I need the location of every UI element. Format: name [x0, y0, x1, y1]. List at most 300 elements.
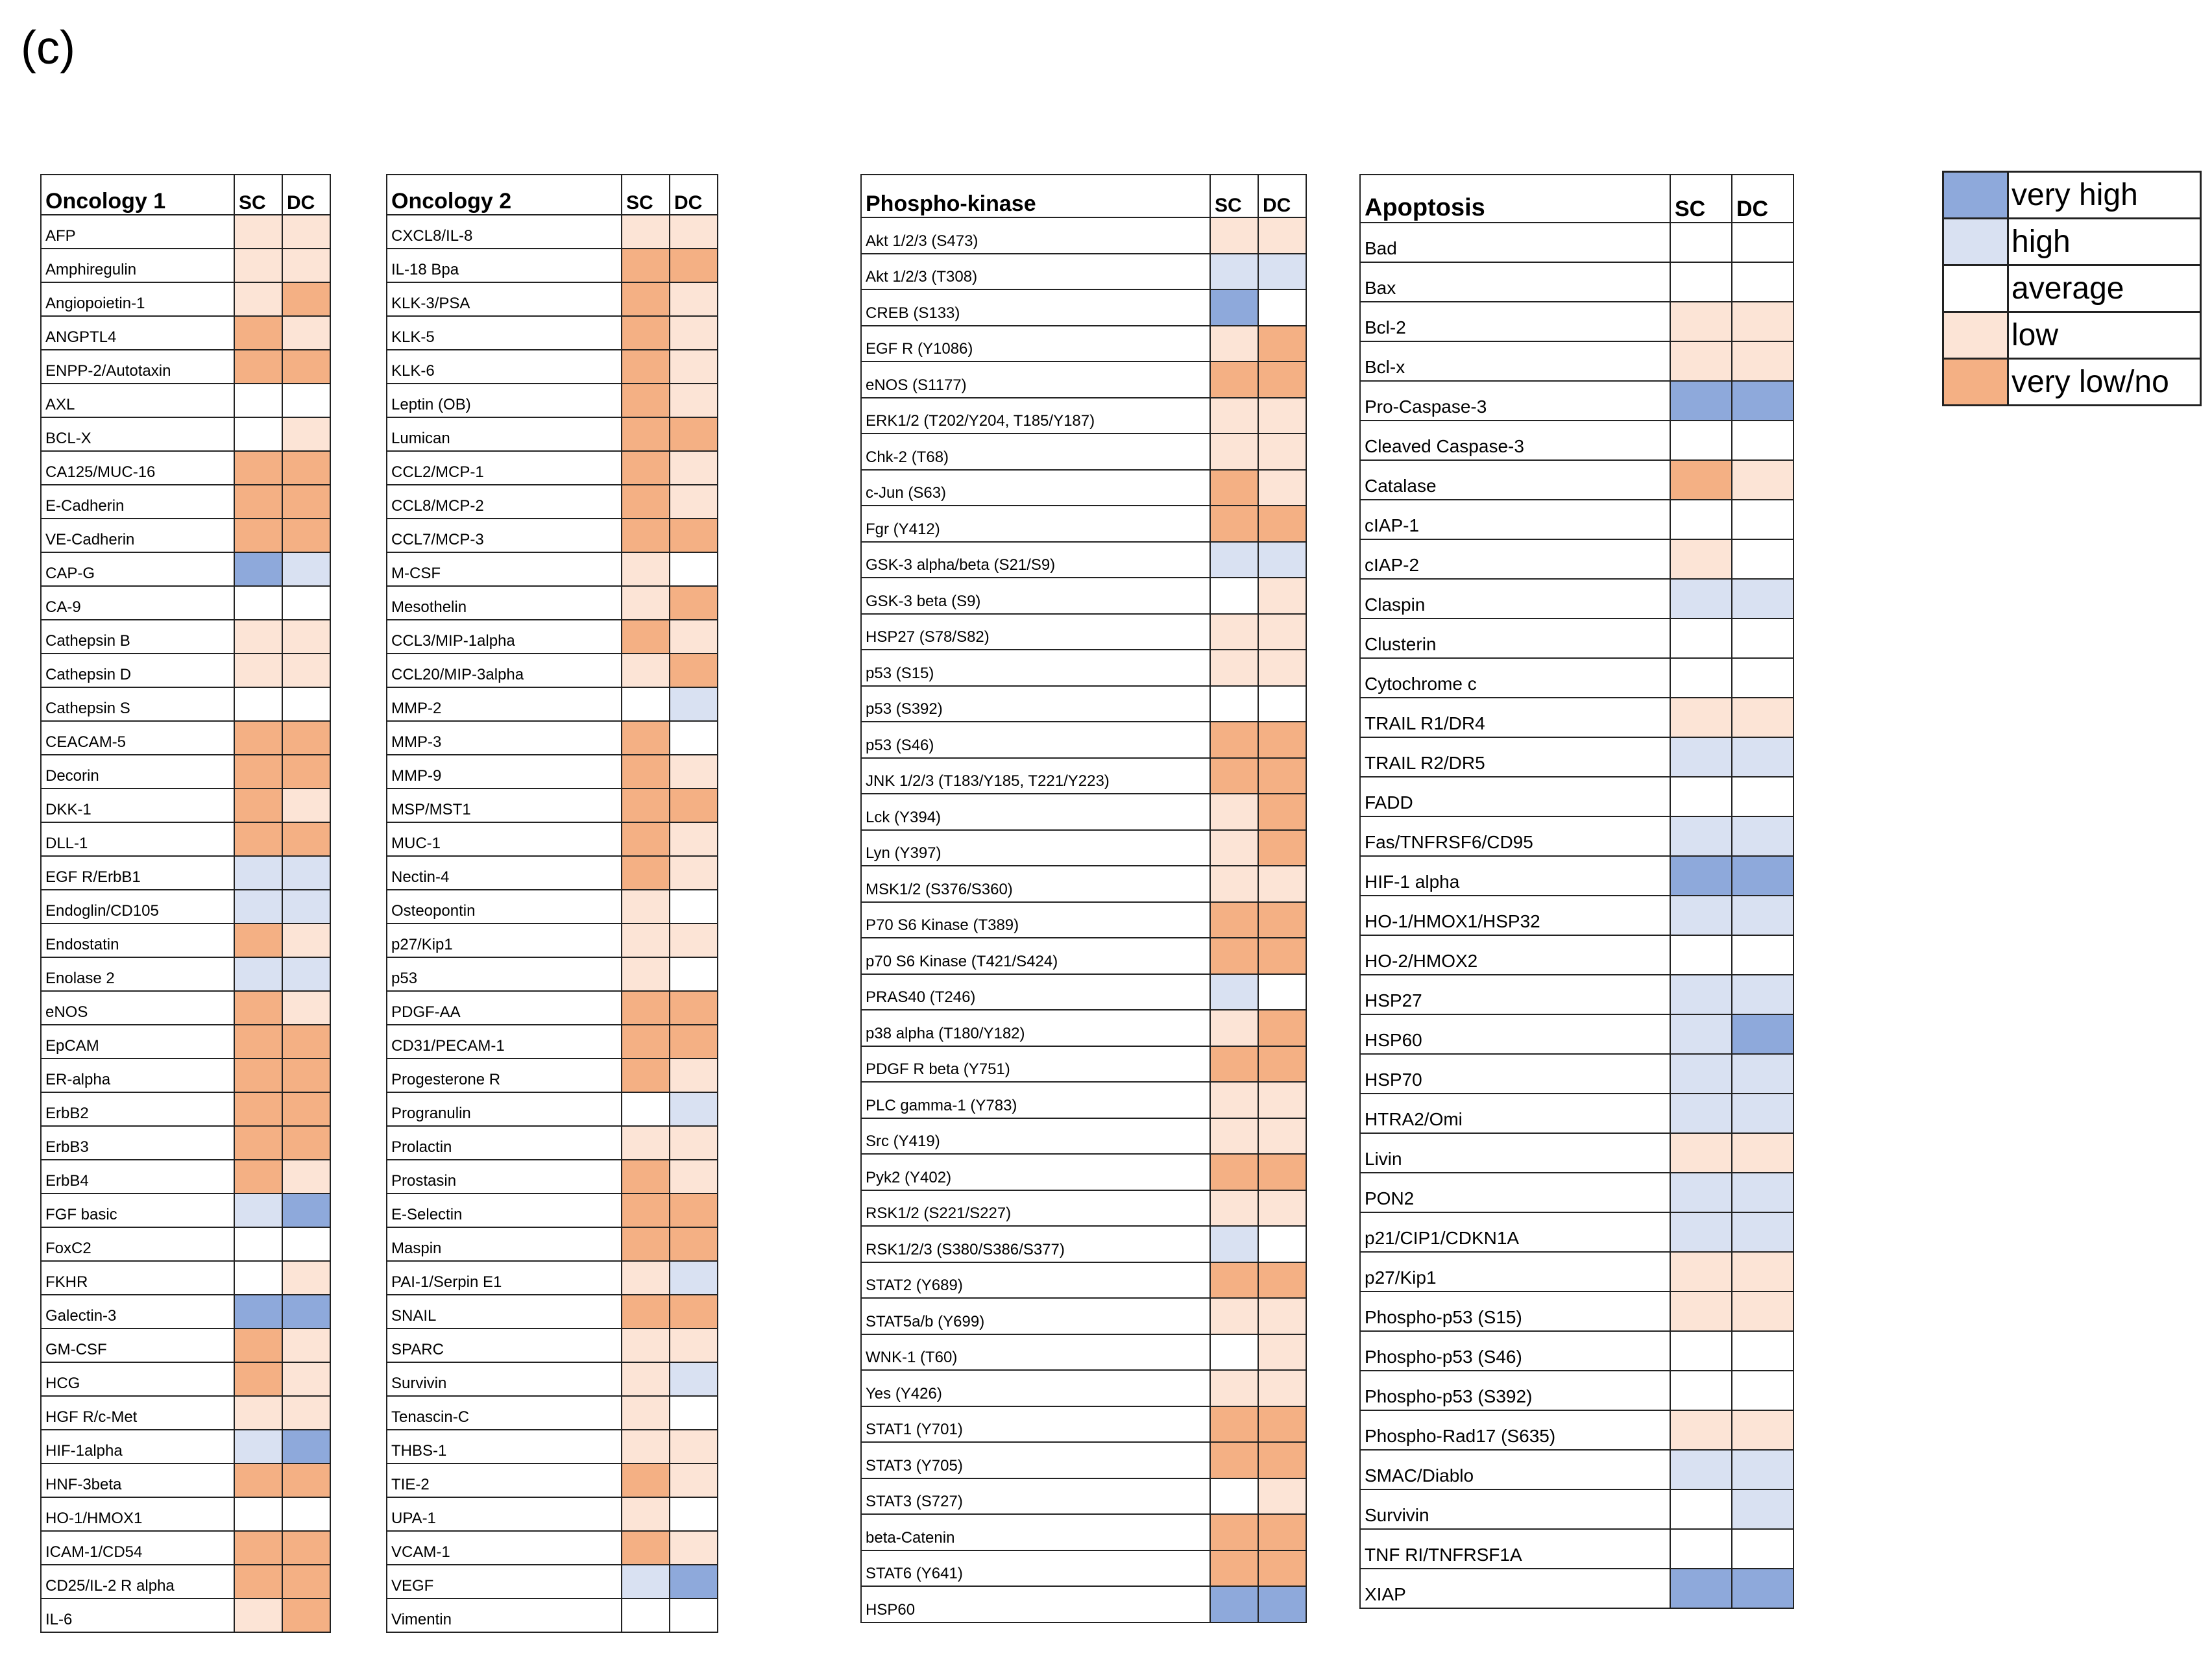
table-row	[387, 890, 718, 924]
row-label: JNK 1/2/3 (T183/Y185, T221/Y223)	[861, 758, 1210, 794]
heatmap-cell-sc	[1210, 1334, 1258, 1371]
row-label: Akt 1/2/3 (T308)	[861, 254, 1210, 290]
heatmap-cell-dc	[670, 316, 718, 350]
row-label: IL-6	[41, 1598, 234, 1632]
table-row	[1360, 1569, 1793, 1608]
row-label: Prostasin	[387, 1160, 622, 1194]
heatmap-cell-dc	[670, 1160, 718, 1194]
heatmap-cell-dc	[282, 1430, 330, 1463]
heatmap-cell-sc	[622, 1092, 670, 1126]
heatmap-cell-sc	[622, 924, 670, 957]
heatmap-cell-dc	[1732, 1094, 1793, 1133]
heatmap-cell-sc	[622, 654, 670, 687]
heatmap-cell-sc	[1210, 650, 1258, 686]
table-row	[861, 1406, 1306, 1443]
row-label: EGF R (Y1086)	[861, 326, 1210, 362]
row-label: FADD	[1360, 777, 1670, 816]
heatmap-cell-sc	[622, 721, 670, 755]
heatmap-cell-sc	[1210, 1262, 1258, 1299]
row-label: Catalase	[1360, 460, 1670, 500]
heatmap-cell-dc	[670, 890, 718, 924]
table-row	[1360, 1212, 1793, 1252]
legend-swatch	[1943, 312, 2008, 359]
heatmap-cell-dc	[1258, 1442, 1306, 1478]
heatmap-cell-sc	[234, 856, 282, 890]
row-label: SPARC	[387, 1329, 622, 1362]
heatmap-cell-sc	[234, 519, 282, 552]
heatmap-cell-sc	[234, 1092, 282, 1126]
row-label: ErbB2	[41, 1092, 234, 1126]
table-row	[387, 215, 718, 249]
heatmap-cell-sc	[234, 1025, 282, 1059]
table-row	[41, 249, 330, 282]
heatmap-cell-dc	[1732, 1054, 1793, 1094]
heatmap-cell-dc	[1732, 421, 1793, 460]
row-label: TRAIL R1/DR4	[1360, 698, 1670, 737]
row-label: DLL-1	[41, 822, 234, 856]
table-row	[861, 650, 1306, 686]
heatmap-cell-sc	[234, 1160, 282, 1194]
table-row	[861, 902, 1306, 938]
table-row	[387, 924, 718, 957]
column-header-dc: DC	[1732, 175, 1793, 223]
legend-swatch	[1943, 172, 2008, 219]
table-row	[1360, 381, 1793, 421]
table-row	[1360, 1133, 1793, 1173]
heatmap-cell-sc	[1670, 618, 1732, 658]
heatmap-cell-dc	[1732, 816, 1793, 856]
table-row	[41, 451, 330, 485]
table-row	[861, 974, 1306, 1010]
table-row	[1360, 223, 1793, 262]
table-row	[861, 722, 1306, 758]
heatmap-cell-sc	[622, 1565, 670, 1598]
heatmap-cell-sc	[1210, 578, 1258, 614]
row-label: KLK-6	[387, 350, 622, 384]
legend-label: low	[2008, 312, 2201, 359]
table-row	[41, 1497, 330, 1531]
heatmap-cell-dc	[282, 1362, 330, 1396]
row-label: Pro-Caspase-3	[1360, 381, 1670, 421]
heatmap-cell-dc	[670, 620, 718, 654]
table-row	[387, 620, 718, 654]
legend-item	[1943, 265, 2201, 312]
table-row	[387, 1059, 718, 1092]
heatmap-cell-sc	[1670, 935, 1732, 975]
row-label: CEACAM-5	[41, 721, 234, 755]
table-row	[1360, 579, 1793, 618]
table-row	[387, 1362, 718, 1396]
table-row	[1360, 1054, 1793, 1094]
heatmap-cell-dc	[670, 1598, 718, 1632]
heatmap-cell-sc	[1670, 737, 1732, 777]
table-row	[41, 1329, 330, 1362]
heatmap-cell-sc	[234, 1261, 282, 1295]
table-row	[861, 1262, 1306, 1299]
row-label: HO-1/HMOX1	[41, 1497, 234, 1531]
row-label: FGF basic	[41, 1194, 234, 1227]
heatmap-cell-dc	[670, 1126, 718, 1160]
heatmap-cell-dc	[282, 1092, 330, 1126]
table-row	[387, 1497, 718, 1531]
table-row	[861, 830, 1306, 866]
table-row	[387, 282, 718, 316]
heatmap-cell-sc	[234, 350, 282, 384]
heatmap-cell-dc	[282, 417, 330, 451]
heatmap-cell-dc	[1732, 341, 1793, 381]
table-row	[41, 1194, 330, 1227]
table-title: Apoptosis	[1360, 175, 1670, 223]
table-row	[41, 1463, 330, 1497]
heatmap-cell-sc	[1210, 1550, 1258, 1587]
heatmap-cell-sc	[1210, 506, 1258, 542]
heatmap-cell-sc	[1210, 326, 1258, 362]
heatmap-cell-dc	[282, 1194, 330, 1227]
heatmap-cell-sc	[622, 1598, 670, 1632]
heatmap-cell-dc	[670, 1092, 718, 1126]
heatmap-cell-dc	[670, 1194, 718, 1227]
heatmap-cell-sc	[622, 789, 670, 822]
table-row	[41, 1261, 330, 1295]
heatmap-cell-sc	[622, 991, 670, 1025]
table-row	[387, 316, 718, 350]
table-row	[861, 470, 1306, 506]
heatmap-table-oncology-1	[40, 174, 331, 1633]
heatmap-cell-sc	[1210, 434, 1258, 470]
row-label: Phospho-p53 (S392)	[1360, 1371, 1670, 1410]
legend-label: high	[2008, 219, 2201, 265]
row-label: CAP-G	[41, 552, 234, 586]
heatmap-cell-dc	[1732, 539, 1793, 579]
legend-item	[1943, 312, 2201, 359]
heatmap-cell-sc	[622, 856, 670, 890]
row-label: AFP	[41, 215, 234, 249]
table-row	[41, 1126, 330, 1160]
table-row	[1360, 262, 1793, 302]
heatmap-cell-sc	[1210, 794, 1258, 830]
row-label: GSK-3 alpha/beta (S21/S9)	[861, 542, 1210, 578]
table-row	[41, 1396, 330, 1430]
row-label: VCAM-1	[387, 1531, 622, 1565]
row-label: FoxC2	[41, 1227, 234, 1261]
heatmap-cell-dc	[1258, 398, 1306, 434]
row-label: Phospho-p53 (S15)	[1360, 1292, 1670, 1331]
heatmap-cell-dc	[1732, 698, 1793, 737]
heatmap-cell-sc	[234, 1295, 282, 1329]
heatmap-cell-dc	[670, 1565, 718, 1598]
table-row	[41, 586, 330, 620]
table-row	[861, 866, 1306, 902]
table-row	[41, 924, 330, 957]
row-label: EpCAM	[41, 1025, 234, 1059]
heatmap-cell-dc	[1732, 935, 1793, 975]
heatmap-cell-sc	[1210, 938, 1258, 974]
heatmap-cell-dc	[1258, 289, 1306, 326]
heatmap-cell-sc	[1210, 1478, 1258, 1515]
heatmap-cell-dc	[282, 586, 330, 620]
heatmap-cell-sc	[1670, 1529, 1732, 1569]
heatmap-cell-sc	[622, 1430, 670, 1463]
heatmap-cell-sc	[622, 417, 670, 451]
table-row	[861, 254, 1306, 290]
heatmap-cell-sc	[622, 1295, 670, 1329]
heatmap-cell-sc	[234, 1362, 282, 1396]
heatmap-cell-dc	[1258, 1082, 1306, 1118]
table-row	[387, 1329, 718, 1362]
heatmap-cell-sc	[622, 215, 670, 249]
table-row	[861, 1550, 1306, 1587]
table-row	[41, 654, 330, 687]
table-row	[387, 1598, 718, 1632]
heatmap-cell-sc	[1670, 500, 1732, 539]
heatmap-cell-sc	[1670, 1410, 1732, 1450]
heatmap-cell-sc	[1670, 1054, 1732, 1094]
heatmap-cell-sc	[234, 822, 282, 856]
heatmap-cell-dc	[670, 957, 718, 991]
heatmap-cell-dc	[1258, 1262, 1306, 1299]
row-label: HIF-1alpha	[41, 1430, 234, 1463]
row-label: eNOS (S1177)	[861, 361, 1210, 398]
table-title: Phospho-kinase	[861, 175, 1210, 217]
heatmap-cell-dc	[670, 1329, 718, 1362]
heatmap-cell-sc	[1670, 896, 1732, 935]
table-row	[1360, 1252, 1793, 1292]
row-label: Tenascin-C	[387, 1396, 622, 1430]
row-label: Cleaved Caspase-3	[1360, 421, 1670, 460]
row-label: Survivin	[1360, 1489, 1670, 1529]
heatmap-cell-sc	[622, 890, 670, 924]
table-row	[387, 451, 718, 485]
heatmap-cell-dc	[282, 1396, 330, 1430]
table-row	[1360, 421, 1793, 460]
heatmap-cell-dc	[1258, 1046, 1306, 1083]
column-header-sc: SC	[1210, 175, 1258, 217]
heatmap-cell-dc	[1732, 896, 1793, 935]
table-row	[861, 1190, 1306, 1227]
table-row	[41, 1160, 330, 1194]
heatmap-cell-sc	[1670, 1212, 1732, 1252]
table-row	[387, 417, 718, 451]
heatmap-cell-dc	[1258, 470, 1306, 506]
heatmap-cell-dc	[282, 1565, 330, 1598]
heatmap-cell-dc	[670, 1362, 718, 1396]
heatmap-cell-sc	[1670, 816, 1732, 856]
heatmap-cell-sc	[234, 1194, 282, 1227]
table-row	[41, 789, 330, 822]
heatmap-cell-dc	[282, 384, 330, 417]
heatmap-cell-dc	[1258, 650, 1306, 686]
row-label: p53	[387, 957, 622, 991]
table-row	[387, 1531, 718, 1565]
heatmap-cell-sc	[234, 1430, 282, 1463]
table-row	[387, 822, 718, 856]
heatmap-cell-dc	[1258, 902, 1306, 938]
row-label: Pyk2 (Y402)	[861, 1154, 1210, 1190]
row-label: SNAIL	[387, 1295, 622, 1329]
table-row	[387, 721, 718, 755]
heatmap-cell-dc	[1732, 777, 1793, 816]
heatmap-cell-dc	[1258, 1586, 1306, 1622]
table-row	[861, 1298, 1306, 1334]
table-row	[41, 721, 330, 755]
heatmap-cell-dc	[1732, 618, 1793, 658]
heatmap-cell-dc	[282, 1160, 330, 1194]
heatmap-cell-sc	[234, 485, 282, 519]
heatmap-cell-dc	[1732, 1014, 1793, 1054]
row-label: p27/Kip1	[1360, 1252, 1670, 1292]
row-label: Lumican	[387, 417, 622, 451]
table-row	[387, 789, 718, 822]
heatmap-cell-sc	[1670, 223, 1732, 262]
heatmap-cell-dc	[1258, 1010, 1306, 1046]
row-label: p21/CIP1/CDKN1A	[1360, 1212, 1670, 1252]
heatmap-cell-sc	[234, 991, 282, 1025]
table-row	[861, 398, 1306, 434]
table-row	[1360, 618, 1793, 658]
heatmap-cell-sc	[622, 282, 670, 316]
table-row	[41, 1362, 330, 1396]
heatmap-cell-dc	[282, 485, 330, 519]
heatmap-cell-sc	[1210, 1442, 1258, 1478]
heatmap-cell-dc	[670, 350, 718, 384]
heatmap-cell-sc	[622, 350, 670, 384]
heatmap-cell-sc	[1670, 381, 1732, 421]
heatmap-cell-dc	[1732, 1529, 1793, 1569]
heatmap-cell-sc	[234, 282, 282, 316]
row-label: HSP60	[1360, 1014, 1670, 1054]
heatmap-cell-dc	[1258, 1298, 1306, 1334]
heatmap-cell-dc	[282, 687, 330, 721]
row-label: RSK1/2/3 (S380/S386/S377)	[861, 1226, 1210, 1262]
heatmap-cell-dc	[1732, 1569, 1793, 1608]
row-label: RSK1/2 (S221/S227)	[861, 1190, 1210, 1227]
table-row	[41, 620, 330, 654]
heatmap-cell-dc	[670, 789, 718, 822]
table-row	[41, 350, 330, 384]
table-row	[861, 1478, 1306, 1515]
heatmap-cell-sc	[1210, 1046, 1258, 1083]
row-label: HSP27	[1360, 975, 1670, 1014]
table-row	[387, 957, 718, 991]
table-row	[41, 1025, 330, 1059]
row-label: ERK1/2 (T202/Y204, T185/Y187)	[861, 398, 1210, 434]
row-label: TRAIL R2/DR5	[1360, 737, 1670, 777]
table-row	[387, 991, 718, 1025]
heatmap-cell-sc	[1670, 1569, 1732, 1608]
heatmap-cell-dc	[1258, 326, 1306, 362]
row-label: HIF-1 alpha	[1360, 856, 1670, 896]
heatmap-cell-dc	[1732, 658, 1793, 698]
row-label: Fas/TNFRSF6/CD95	[1360, 816, 1670, 856]
heatmap-cell-dc	[1258, 1226, 1306, 1262]
table-row	[387, 1160, 718, 1194]
heatmap-cell-sc	[1210, 1514, 1258, 1550]
table-row	[861, 1514, 1306, 1550]
heatmap-cell-dc	[670, 856, 718, 890]
heatmap-cell-dc	[670, 384, 718, 417]
heatmap-cell-sc	[1670, 658, 1732, 698]
heatmap-cell-dc	[670, 215, 718, 249]
heatmap-cell-sc	[234, 1463, 282, 1497]
heatmap-cell-sc	[622, 620, 670, 654]
row-label: GM-CSF	[41, 1329, 234, 1362]
heatmap-cell-sc	[234, 451, 282, 485]
heatmap-cell-sc	[622, 1531, 670, 1565]
row-label: Bcl-x	[1360, 341, 1670, 381]
table-row	[1360, 1292, 1793, 1331]
row-label: TIE-2	[387, 1463, 622, 1497]
heatmap-cell-dc	[670, 485, 718, 519]
table-row	[387, 1565, 718, 1598]
row-label: XIAP	[1360, 1569, 1670, 1608]
heatmap-cell-sc	[1210, 1406, 1258, 1443]
heatmap-cell-sc	[622, 1362, 670, 1396]
table-row	[387, 755, 718, 789]
table-row	[861, 542, 1306, 578]
row-label: CCL2/MCP-1	[387, 451, 622, 485]
row-label: BCL-X	[41, 417, 234, 451]
row-label: CD31/PECAM-1	[387, 1025, 622, 1059]
table-row	[41, 957, 330, 991]
heatmap-cell-sc	[622, 1160, 670, 1194]
table-row	[387, 1396, 718, 1430]
heatmap-cell-sc	[622, 519, 670, 552]
table-row	[41, 1092, 330, 1126]
row-label: c-Jun (S63)	[861, 470, 1210, 506]
heatmap-cell-dc	[1732, 460, 1793, 500]
table-row	[861, 326, 1306, 362]
row-label: CD25/IL-2 R alpha	[41, 1565, 234, 1598]
heatmap-cell-dc	[1732, 975, 1793, 1014]
heatmap-cell-dc	[670, 1059, 718, 1092]
table-row	[1360, 1371, 1793, 1410]
heatmap-cell-dc	[1258, 1370, 1306, 1406]
table-row	[41, 755, 330, 789]
heatmap-cell-dc	[1258, 1550, 1306, 1587]
heatmap-cell-sc	[1670, 341, 1732, 381]
row-label: Progranulin	[387, 1092, 622, 1126]
row-label: Osteopontin	[387, 890, 622, 924]
heatmap-cell-dc	[1732, 500, 1793, 539]
table-row	[41, 215, 330, 249]
legend-label: very low/no	[2008, 359, 2201, 406]
table-row	[861, 434, 1306, 470]
table-row	[41, 485, 330, 519]
row-label: STAT1 (Y701)	[861, 1406, 1210, 1443]
row-label: MMP-9	[387, 755, 622, 789]
heatmap-cell-dc	[282, 316, 330, 350]
heatmap-cell-sc	[234, 687, 282, 721]
row-label: STAT3 (S727)	[861, 1478, 1210, 1515]
heatmap-cell-dc	[1258, 938, 1306, 974]
table-row	[1360, 935, 1793, 975]
heatmap-cell-dc	[670, 721, 718, 755]
heatmap-cell-sc	[622, 552, 670, 586]
heatmap-cell-dc	[282, 890, 330, 924]
heatmap-cell-dc	[1732, 856, 1793, 896]
row-label: E-Selectin	[387, 1194, 622, 1227]
table-row	[861, 1046, 1306, 1083]
heatmap-cell-dc	[282, 991, 330, 1025]
heatmap-cell-dc	[670, 1497, 718, 1531]
row-label: HSP27 (S78/S82)	[861, 614, 1210, 650]
heatmap-cell-sc	[1210, 1586, 1258, 1622]
heatmap-cell-dc	[282, 654, 330, 687]
row-label: ErbB4	[41, 1160, 234, 1194]
row-label: Bad	[1360, 223, 1670, 262]
heatmap-cell-sc	[1670, 460, 1732, 500]
heatmap-cell-dc	[282, 1598, 330, 1632]
